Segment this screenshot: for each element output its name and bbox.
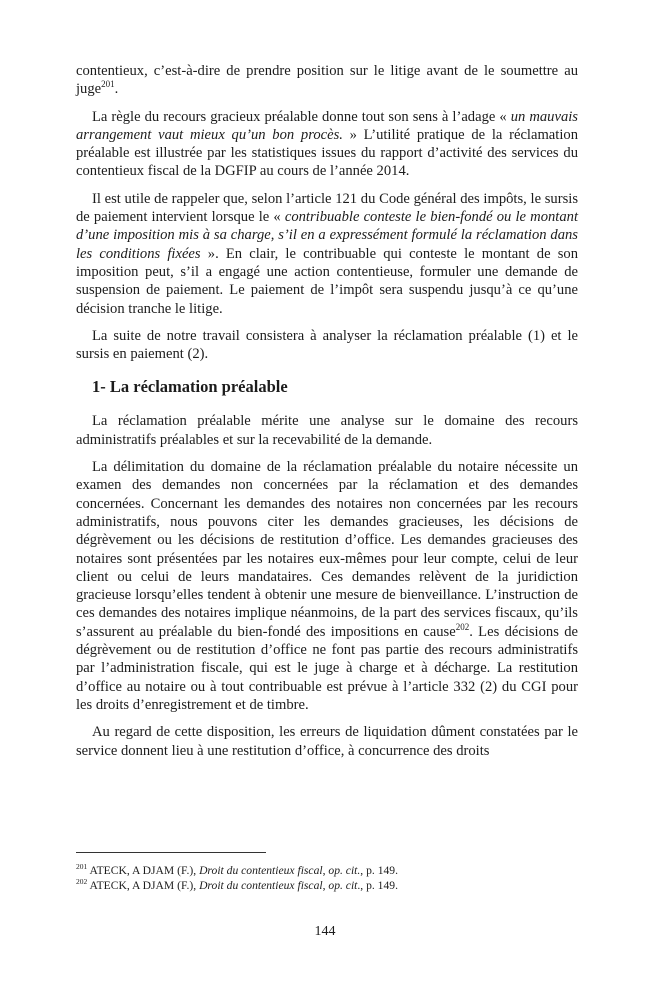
- quote-italic: un mauvais arrangement vaut mieux qu’un bon procès.: [76, 108, 578, 143]
- page-body: [76, 62, 578, 769]
- paragraph-5: La réclamation préalable mérite une analyse sur le domaine des recours administratifs préalables et sur la recevabilité de la demande.: [76, 413, 578, 448]
- text: contentieux, c’est-à-dire de prendre position sur le litige avant de le soumettre au juge: [76, 63, 578, 98]
- text: . Les décisions de dégrèvement ou de restitution d’office ne font pas partie des recours administratifs par l’administration fiscale, qui est le juge à charge et à décharge. La restitution d’office au notaire ou à tout contribuable est prévue à l’article 332 (2) du CGI pour les droits d’enregistrement et de timbre.: [76, 623, 578, 713]
- text: ,: [322, 879, 329, 892]
- footnote-ref-201[interactable]: 201: [101, 79, 115, 90]
- paragraph-4: La suite de notre travail consistera à analyser la réclamation préalable (1) et le sursis en paiement (2).: [76, 327, 578, 363]
- page-number: 144: [314, 924, 336, 939]
- footnote-202: [76, 878, 578, 893]
- book-title: Droit du contentieux fiscal: [199, 864, 323, 877]
- text: , p. 149.: [360, 864, 398, 877]
- paragraph-1: [76, 62, 578, 99]
- text: .: [114, 81, 119, 98]
- text: ». En clair, le contribuable qui conteste le montant de son imposition peut, s’il a engagé une action contentieuse, formuler une demande de suspension de paiement. Le paiement de l’impôt sera suspendu jusqu’à ce qu’une décision tranche le litige.: [76, 245, 578, 317]
- paragraph-7: Au regard de cette disposition, les erreurs de liquidation dûment constatées par le service donnent lieu à une restitution d’office, à concurrence des droits: [76, 724, 578, 759]
- citation-abbrev: op. cit: [328, 879, 358, 892]
- footnote-ref-202[interactable]: 202: [455, 621, 470, 632]
- text: Il est utile de rappeler que, selon l’article 121 du Code général des impôts, le sursis de paiement intervient lorsque le «: [76, 190, 578, 226]
- footnote-number: 201: [76, 862, 88, 872]
- text: ., p. 149.: [357, 879, 398, 892]
- paragraph-3: [76, 190, 578, 318]
- text: ATECK, A DJAM (F.),: [87, 879, 200, 892]
- paragraph-2: [76, 108, 578, 181]
- text: La délimitation du domaine de la réclamation préalable du notaire nécessite un examen des demandes non concernées par la réclamation et des demandes concernées. Concernant les demandes des notaires non concernées par les recours administratifs, nous pouvons citer les demandes gracieuses, les décisions de dégrèvement ou les décisions de restitution d’office. Les demandes gracieuses des notaires sont présentées par les notaires eux-mêmes pour leur compte, celui de leur client ou celui de leurs mandataires. Ces demandes relèvent de la juridiction gracieuse lorsqu’elles tendent à obtenir une mesure de bienveillance. L’instruction de ces demandes des notaires implique néanmoins, de la part des services fiscaux, qu’ils s’assurent au préalable du bien-fondé des impositions en cause: [76, 459, 578, 640]
- quote-italic: contribuable conteste le bien-fondé ou le montant d’une imposition mis à sa charge, s’il en a expressément formulé la réclamation dans les conditions fixées: [76, 209, 578, 262]
- footnotes: [76, 852, 578, 893]
- book-title: Droit du contentieux fiscal: [199, 879, 323, 892]
- footnote-number: 202: [76, 877, 88, 887]
- text: » L’utilité pratique de la réclamation préalable est illustrée par les statistiques issues du rapport d’activité des services du contentieux fiscal de la DGFIP au cours de l’année 2014.: [76, 126, 578, 180]
- paragraph-6: [76, 458, 578, 714]
- text: La règle du recours gracieux préalable donne tout son sens à l’adage «: [92, 108, 511, 125]
- text: ATECK, A DJAM (F.),: [87, 864, 200, 877]
- footnote-divider: [76, 852, 266, 853]
- section-heading: 1- La réclamation préalable: [92, 377, 288, 397]
- text: ,: [322, 864, 329, 877]
- footnote-201: [76, 863, 578, 878]
- citation-abbrev: op. cit.: [328, 864, 361, 877]
